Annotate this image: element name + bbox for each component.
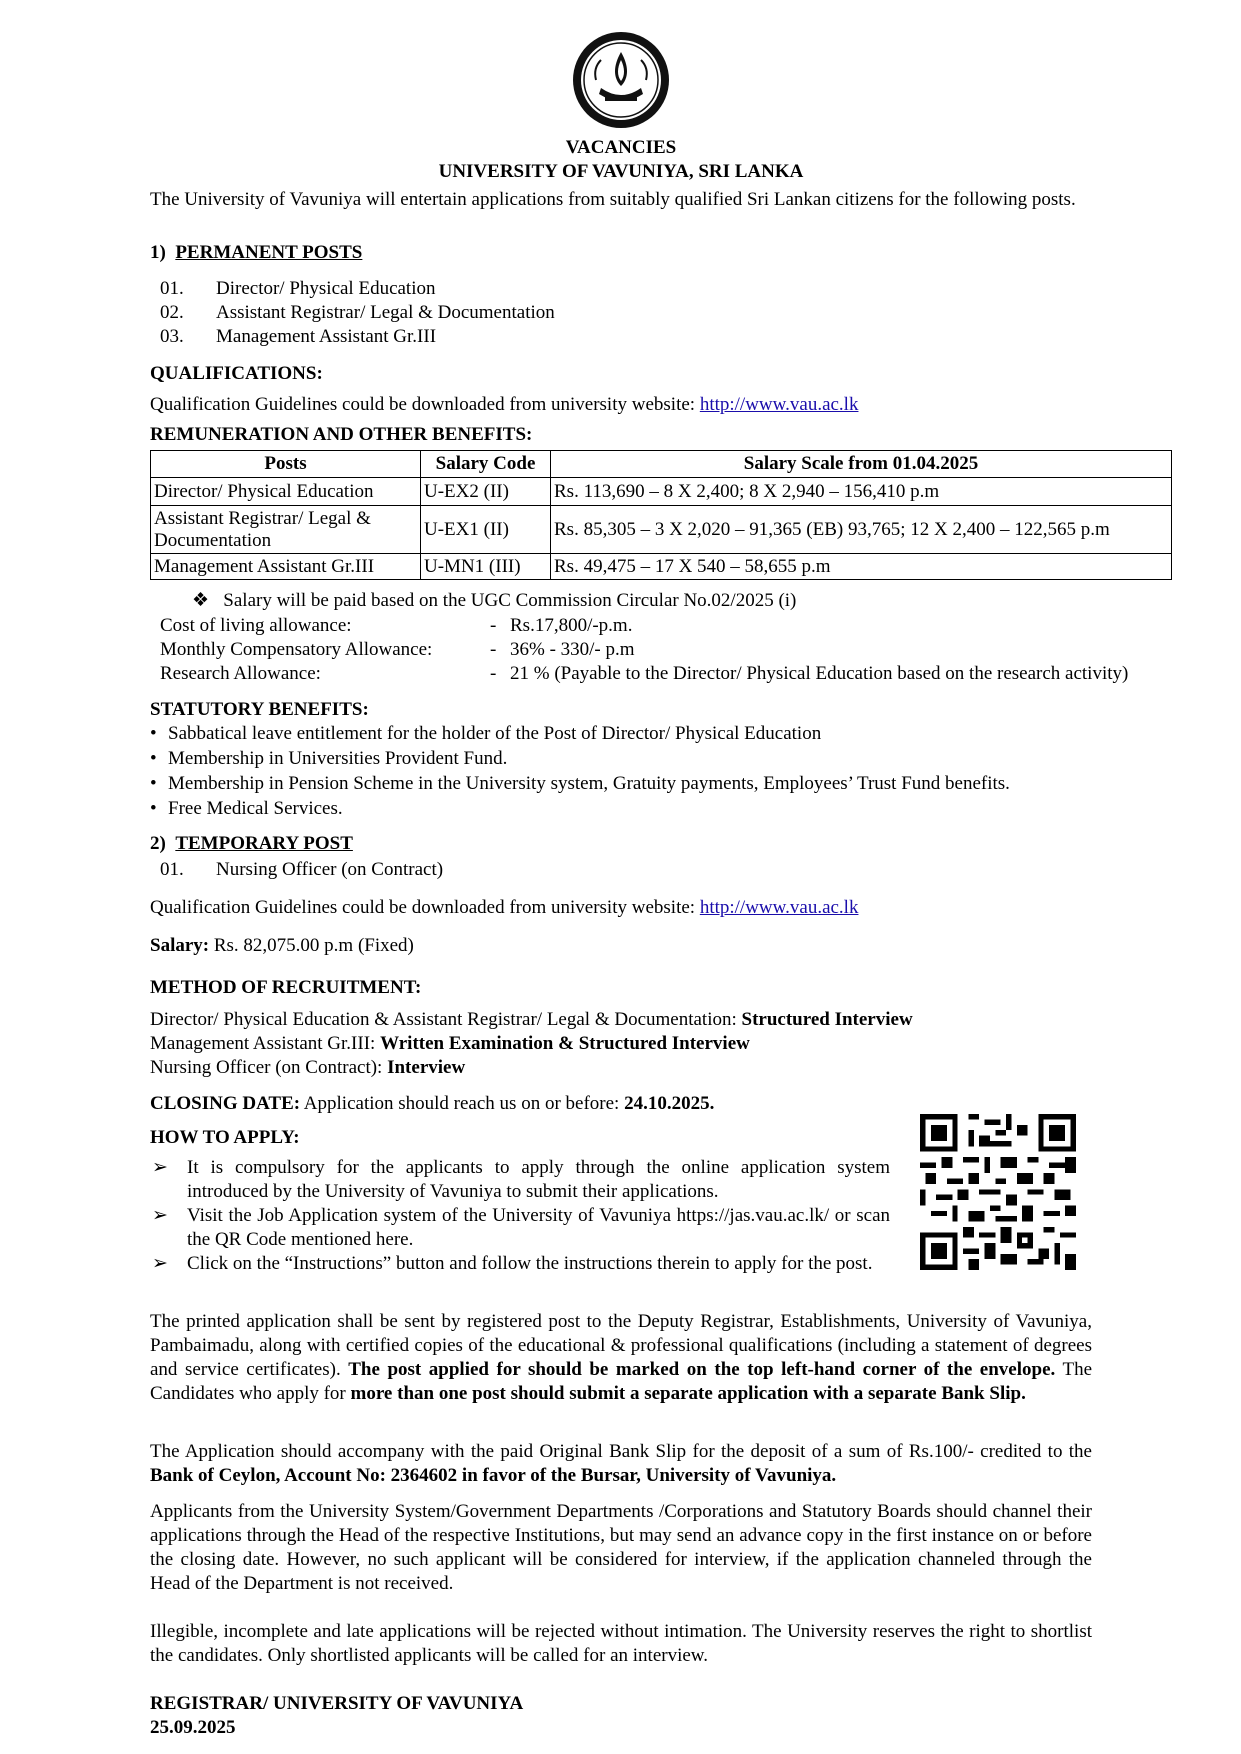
column-header: Salary Code: [421, 451, 551, 478]
paragraph-bank-slip: The Application should accompany with the paid Original Bank Slip for the deposit of a sum of Rs.100/- credited to the Bank of Ceylon, Account No: 2364602 in favor of the Bursar, University of Vavuniya.: [150, 1441, 1092, 1486]
salary-table: [150, 450, 1172, 580]
bullet-icon: •: [150, 773, 157, 794]
post-cell: Director/ Physical Education: [151, 478, 421, 506]
table-row: [151, 478, 1172, 506]
diamond-bullet-icon: ❖: [192, 590, 210, 611]
bullet-icon: •: [150, 723, 157, 744]
allowance-row: Monthly Compensatory Allowance: - 36% - 330/- p.m: [160, 639, 635, 660]
list-item: • Membership in Pension Scheme in the University system, Gratuity payments, Employees’ Trust Fund benefits.: [150, 773, 1010, 794]
university-name: UNIVERSITY OF VAVUNIYA, SRI LANKA: [438, 161, 804, 182]
how-to-apply-heading: HOW TO APPLY:: [150, 1127, 300, 1148]
arrow-bullet-icon: ➢: [152, 1205, 168, 1226]
section-number: 2): [150, 833, 166, 854]
post-cell: Assistant Registrar/ Legal & Documentation: [151, 506, 421, 554]
table-row: [151, 554, 1172, 580]
column-header: Posts: [151, 451, 421, 478]
section-title: TEMPORARY POST: [175, 833, 353, 854]
recruitment-heading: METHOD OF RECRUITMENT:: [150, 977, 422, 998]
apply-step: ➢ Click on the “Instructions” button and follow the instructions therein to apply for the post.: [152, 1253, 873, 1274]
list-item: • Sabbatical leave entitlement for the holder of the Post of Director/ Physical Education: [150, 723, 822, 744]
signature: REGISTRAR/ UNIVERSITY OF VAVUNIYA: [150, 1693, 524, 1714]
section-title: PERMANENT POSTS: [175, 242, 363, 263]
section-number: 1): [150, 242, 166, 263]
recruitment-line: Management Assistant Gr.III: Written Examination & Structured Interview: [150, 1033, 750, 1054]
qualifications-heading: QUALIFICATIONS:: [150, 363, 323, 384]
post-cell: Management Assistant Gr.III: [151, 554, 421, 580]
table-row: [151, 506, 1172, 554]
code-cell: U-MN1 (III): [421, 554, 551, 580]
list-item: • Free Medical Services.: [150, 798, 343, 819]
apply-step: ➢ It is compulsory for the applicants to apply through the online application system introduced by the University of Vavuniya to submit their applications.: [152, 1157, 890, 1202]
website-link[interactable]: http://www.vau.ac.lk: [699, 394, 859, 415]
recruitment-line: Director/ Physical Education & Assistant Registrar/ Legal & Documentation: Structured Interview: [150, 1009, 913, 1030]
scale-cell: Rs. 85,305 – 3 X 2,020 – 91,365 (EB) 93,765; 12 X 2,400 – 122,565 p.m: [551, 506, 1172, 554]
scale-cell: Rs. 113,690 – 8 X 2,400; 8 X 2,940 – 156,410 p.m: [551, 478, 1172, 506]
permanent-posts-heading: [150, 241, 362, 265]
temporary-qualifications-text: Qualification Guidelines could be downloaded from university website: http://www.vau.ac.lk: [150, 897, 859, 918]
allowance-row: Cost of living allowance: - Rs.17,800/-p.m.: [160, 615, 633, 636]
paragraph-rejection: Illegible, incomplete and late applications will be rejected without intimation. The University reserves the right to shortlist the candidates. Only shortlisted applicants will be called for an interview.: [150, 1621, 1092, 1666]
table-header-row: [151, 451, 1172, 478]
website-link[interactable]: http://www.vau.ac.lk: [699, 897, 859, 918]
column-header: Salary Scale from 01.04.2025: [551, 451, 1172, 478]
qualifications-text: Qualification Guidelines could be downloaded from university website: http://www.vau.ac.lk: [150, 394, 859, 415]
list-item: 01. Nursing Officer (on Contract): [160, 859, 444, 880]
remuneration-heading: REMUNERATION AND OTHER BENEFITS:: [150, 424, 533, 445]
code-cell: U-EX1 (II): [421, 506, 551, 554]
temporary-post-heading: [150, 832, 353, 856]
page-title: VACANCIES: [565, 137, 677, 158]
arrow-bullet-icon: ➢: [152, 1157, 168, 1178]
document-date: 25.09.2025: [150, 1717, 236, 1738]
scale-cell: Rs. 49,475 – 17 X 540 – 58,655 p.m: [551, 554, 1172, 580]
bullet-icon: •: [150, 798, 157, 819]
list-item: 03. Management Assistant Gr.III: [160, 326, 437, 347]
statutory-heading: STATUTORY BENEFITS:: [150, 699, 369, 720]
apply-step: ➢ Visit the Job Application system of the University of Vavuniya https://jas.vau.ac.lk/ or scan the QR Code mentioned here.: [152, 1205, 890, 1250]
list-item: • Membership in Universities Provident Fund.: [150, 748, 508, 769]
salary-line: Salary: Rs. 82,075.00 p.m (Fixed): [150, 935, 414, 956]
paragraph-channel: Applicants from the University System/Government Departments /Corporations and Statutory Boards should channel their applications through the Head of the respective Institutions, but may send an advance copy in the first instance on or before the closing date. However, no such applicant will be considered for interview, if the application channeled through the Head of the Department is not received.: [150, 1501, 1092, 1594]
list-item: 02. Assistant Registrar/ Legal & Documentation: [160, 302, 555, 323]
paragraph-submission: The printed application shall be sent by registered post to the Deputy Registrar, Establishments, University of Vavuniya, Pambaimadu, along with certified copies of the educational & professional qualifications (including a statement of degrees and service certificates). The post applied for should be marked on the top left-hand corner of the envelope. The Candidates who apply for more than one post should submit a separate application with a separate Bank Slip.: [150, 1311, 1092, 1404]
recruitment-line: Nursing Officer (on Contract): Interview: [150, 1057, 466, 1078]
university-logo: [571, 30, 671, 130]
qr-code-icon[interactable]: [920, 1114, 1076, 1270]
list-item: 01. Director/ Physical Education: [160, 278, 436, 299]
intro-text: The University of Vavuniya will entertain applications from suitably qualified Sri Lankan citizens for the following posts.: [150, 189, 1076, 210]
arrow-bullet-icon: ➢: [152, 1253, 168, 1274]
bullet-icon: •: [150, 748, 157, 769]
code-cell: U-EX2 (II): [421, 478, 551, 506]
allowance-row: Research Allowance: - 21 % (Payable to the Director/ Physical Education based on the research activity): [160, 663, 1129, 684]
salary-note: ❖ Salary will be paid based on the UGC Commission Circular No.02/2025 (i): [192, 590, 797, 611]
closing-date: CLOSING DATE: Application should reach us on or before: 24.10.2025.: [150, 1093, 715, 1114]
